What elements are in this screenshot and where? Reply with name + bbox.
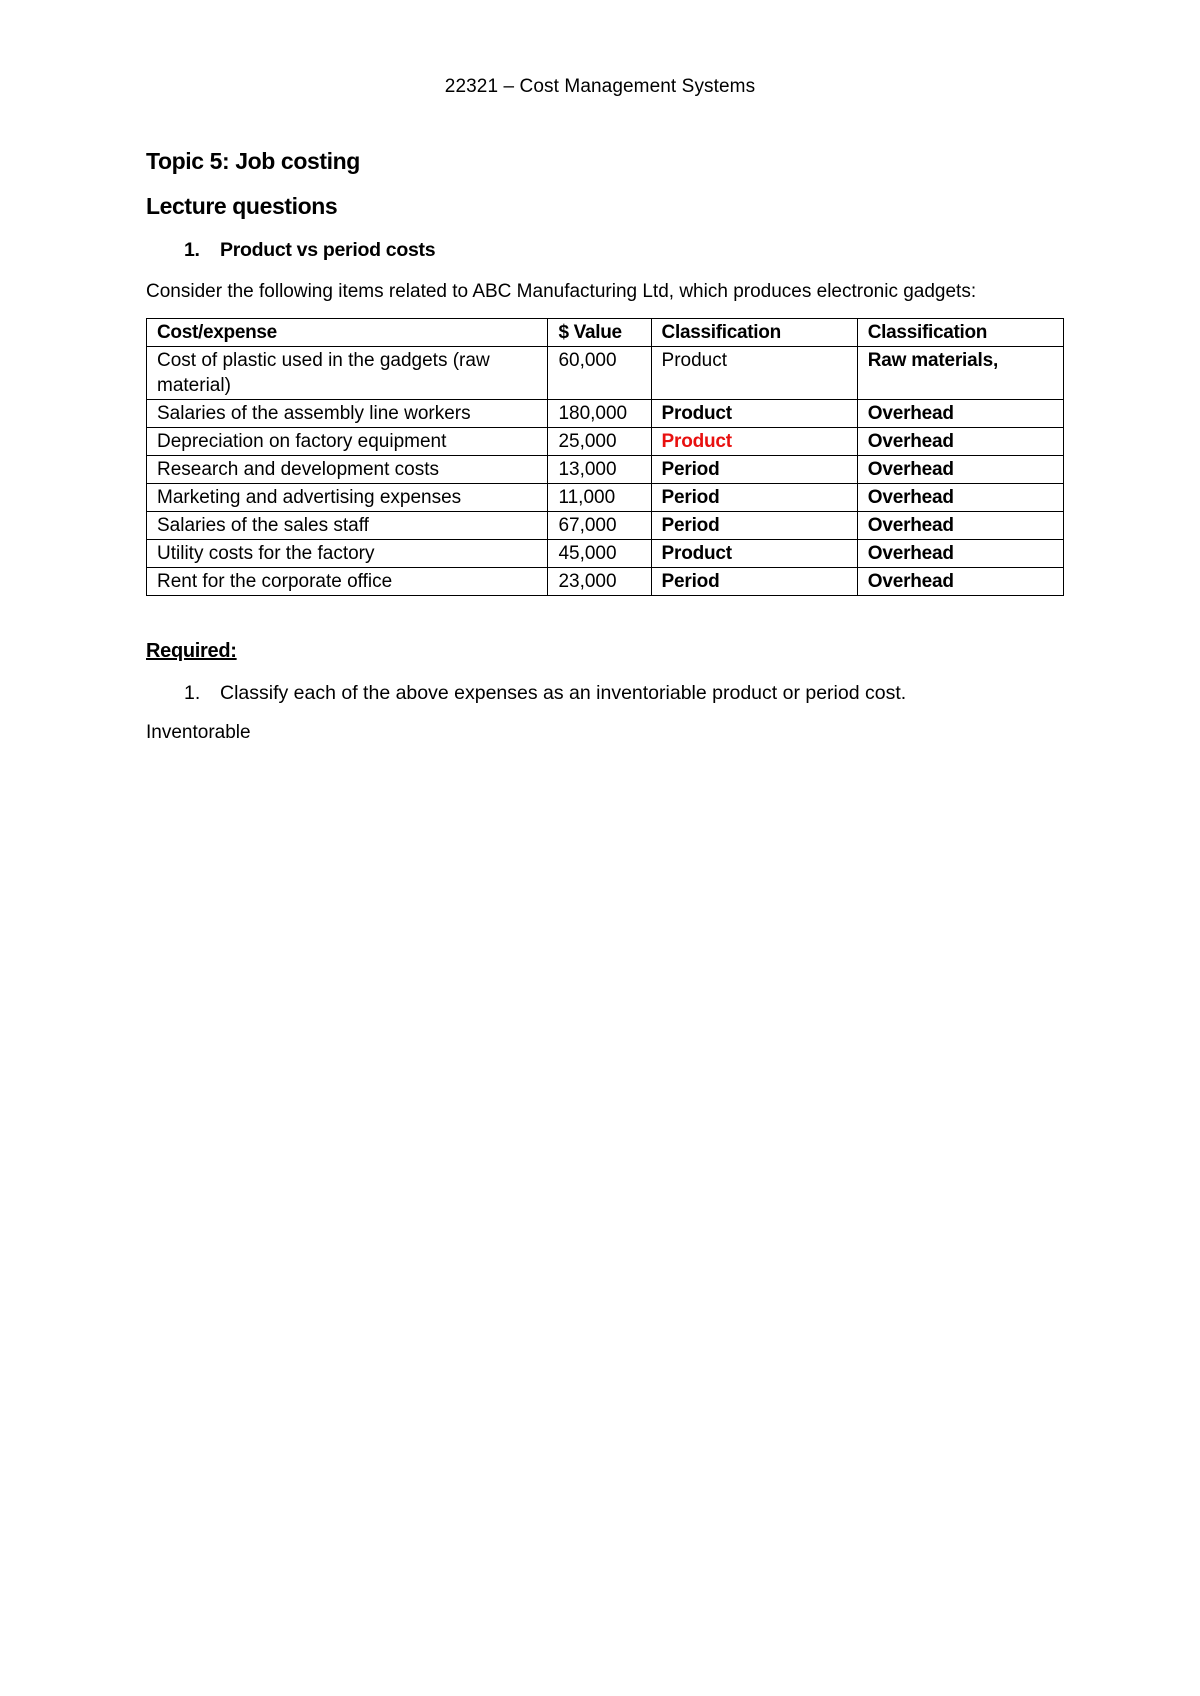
cell-value: 45,000 [548, 540, 651, 568]
cell-expense: Rent for the corporate office [147, 568, 548, 596]
cell-expense: Salaries of the sales staff [147, 512, 548, 540]
table-row [147, 512, 1064, 540]
cell-value: 25,000 [548, 428, 651, 456]
cell-value: 23,000 [548, 568, 651, 596]
cell-classification: Product [651, 347, 857, 400]
cell-expense: Salaries of the assembly line workers [147, 400, 548, 428]
topic-title: Topic 5: Job costing [146, 148, 360, 174]
section-title: Lecture questions [146, 193, 338, 219]
column-header-expense: Cost/expense [147, 319, 548, 347]
cell-classification: Period [651, 568, 857, 596]
table-row [147, 428, 1064, 456]
cell-classification-2: Raw materials, [857, 347, 1063, 400]
cell-classification-2: Overhead [857, 484, 1063, 512]
cell-expense: Research and development costs [147, 456, 548, 484]
question-number: 1. [184, 239, 200, 261]
table-row [147, 456, 1064, 484]
cell-value: 13,000 [548, 456, 651, 484]
document-body [146, 146, 1066, 746]
question-heading [146, 237, 1066, 263]
cell-classification: Period [651, 456, 857, 484]
cell-classification: Product [651, 540, 857, 568]
cell-value: 67,000 [548, 512, 651, 540]
cell-value: 60,000 [548, 347, 651, 400]
question-intro: Consider the following items related to ABC Manufacturing Ltd, which produces electronic gadgets: [146, 281, 977, 302]
table-row [147, 540, 1064, 568]
cell-value: 11,000 [548, 484, 651, 512]
cell-classification-2: Overhead [857, 428, 1063, 456]
cell-expense: Depreciation on factory equipment [147, 428, 548, 456]
cell-classification-2: Overhead [857, 540, 1063, 568]
cell-expense: Marketing and advertising expenses [147, 484, 548, 512]
required-item-text: Classify each of the above expenses as an inventoriable product or period cost. [220, 682, 907, 704]
column-header-classification: Classification [651, 319, 857, 347]
cell-classification: Period [651, 484, 857, 512]
table-row [147, 400, 1064, 428]
cell-classification-2: Overhead [857, 568, 1063, 596]
cell-value: 180,000 [548, 400, 651, 428]
cost-table [146, 318, 1064, 596]
cell-classification-2: Overhead [857, 400, 1063, 428]
cell-expense: Cost of plastic used in the gadgets (raw material) [147, 347, 548, 400]
table-row [147, 484, 1064, 512]
required-item [146, 680, 1066, 706]
required-item-number: 1. [184, 682, 201, 704]
table-header-row [147, 319, 1064, 347]
answer-text: Inventorable [146, 722, 251, 743]
required-heading: Required: [146, 640, 237, 662]
question-title: Product vs period costs [220, 239, 436, 261]
column-header-value: $ Value [548, 319, 651, 347]
column-header-classification-2: Classification [857, 319, 1063, 347]
cell-classification-2: Overhead [857, 512, 1063, 540]
cell-classification: Product [651, 400, 857, 428]
cell-expense: Utility costs for the factory [147, 540, 548, 568]
page-header: 22321 – Cost Management Systems [444, 76, 756, 97]
cell-classification-2: Overhead [857, 456, 1063, 484]
cell-classification-highlighted: Product [651, 428, 857, 456]
cell-classification: Period [651, 512, 857, 540]
table-row [147, 568, 1064, 596]
table-row [147, 347, 1064, 400]
